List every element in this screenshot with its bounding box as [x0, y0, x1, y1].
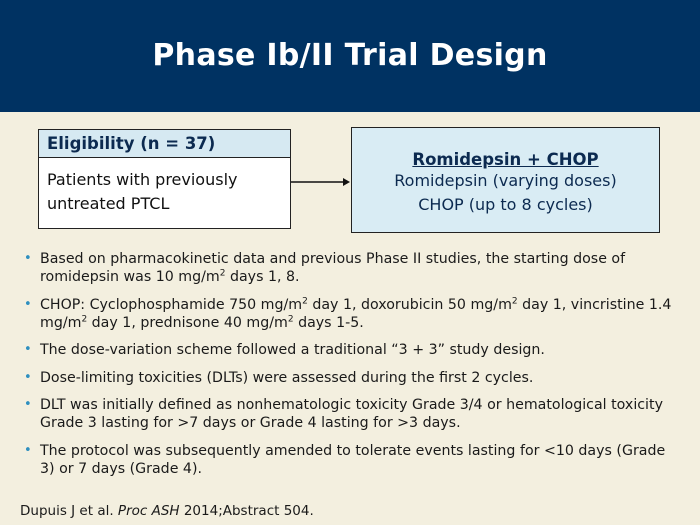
citation: Dupuis J et al. Proc ASH 2014;Abstract 504.: [20, 503, 314, 519]
eligibility-box: [38, 129, 291, 229]
treatment-box: [351, 127, 660, 233]
title-banner: [0, 0, 700, 112]
bullet-dot-icon: •: [24, 397, 32, 412]
bullet-dot-icon: •: [24, 342, 32, 357]
flow-arrow-icon: [291, 175, 351, 189]
treatment-title: Romidepsin + CHOP: [412, 150, 599, 169]
bullet-dose-variation: • The dose-variation scheme followed a traditional “3 + 3” study design.: [24, 342, 545, 358]
bullet-chop-regimen: • CHOP: Cyclophosphamide 750 $mg/m^2$ day 1, doxorubicin 50 $mg/m^2$ day 1, vincristine 1.4 $mg/m^2$ day 1, prednisone 40 $mg/m^2$ days 1-5.: [24, 295, 672, 331]
slide-title: Phase Ib/II Trial Design: [152, 38, 548, 73]
bullet-dot-icon: •: [24, 251, 32, 266]
bullet-protocol-amendment: • The protocol was subsequently amended to tolerate events lasting for <10 days (Grade 3) or 7 days (Grade 4).: [24, 442, 666, 477]
treatment-line-1: Romidepsin (varying doses): [394, 171, 617, 190]
eligibility-line-1: Patients with previously: [47, 170, 238, 189]
eligibility-heading: Eligibility (n = 37): [39, 130, 290, 158]
treatment-line-2: CHOP (up to 8 cycles): [418, 195, 593, 214]
bullet-dot-icon: •: [24, 369, 32, 385]
bullet-starting-dose: • Based on pharmacokinetic data and previous Phase II studies, the starting dose of romidepsin was 10 $mg/m^2$ days 1, 8.: [24, 251, 626, 285]
bullet-dot-icon: •: [24, 296, 32, 312]
bullet-dlt-definition: • DLT was initially defined as nonhematologic toxicity Grade 3/4 or hematological toxicity Grade 3 lasting for >7 days or Grade 4 lasting for >3 days.: [24, 397, 663, 431]
bullet-dlt-assessment: • Dose-limiting toxicities (DLTs) were assessed during the first 2 cycles.: [24, 369, 534, 386]
bullet-dot-icon: •: [24, 442, 32, 458]
eligibility-description: [39, 158, 290, 216]
bullet-list: [22, 250, 682, 487]
eligibility-line-2: untreated PTCL: [47, 194, 170, 213]
